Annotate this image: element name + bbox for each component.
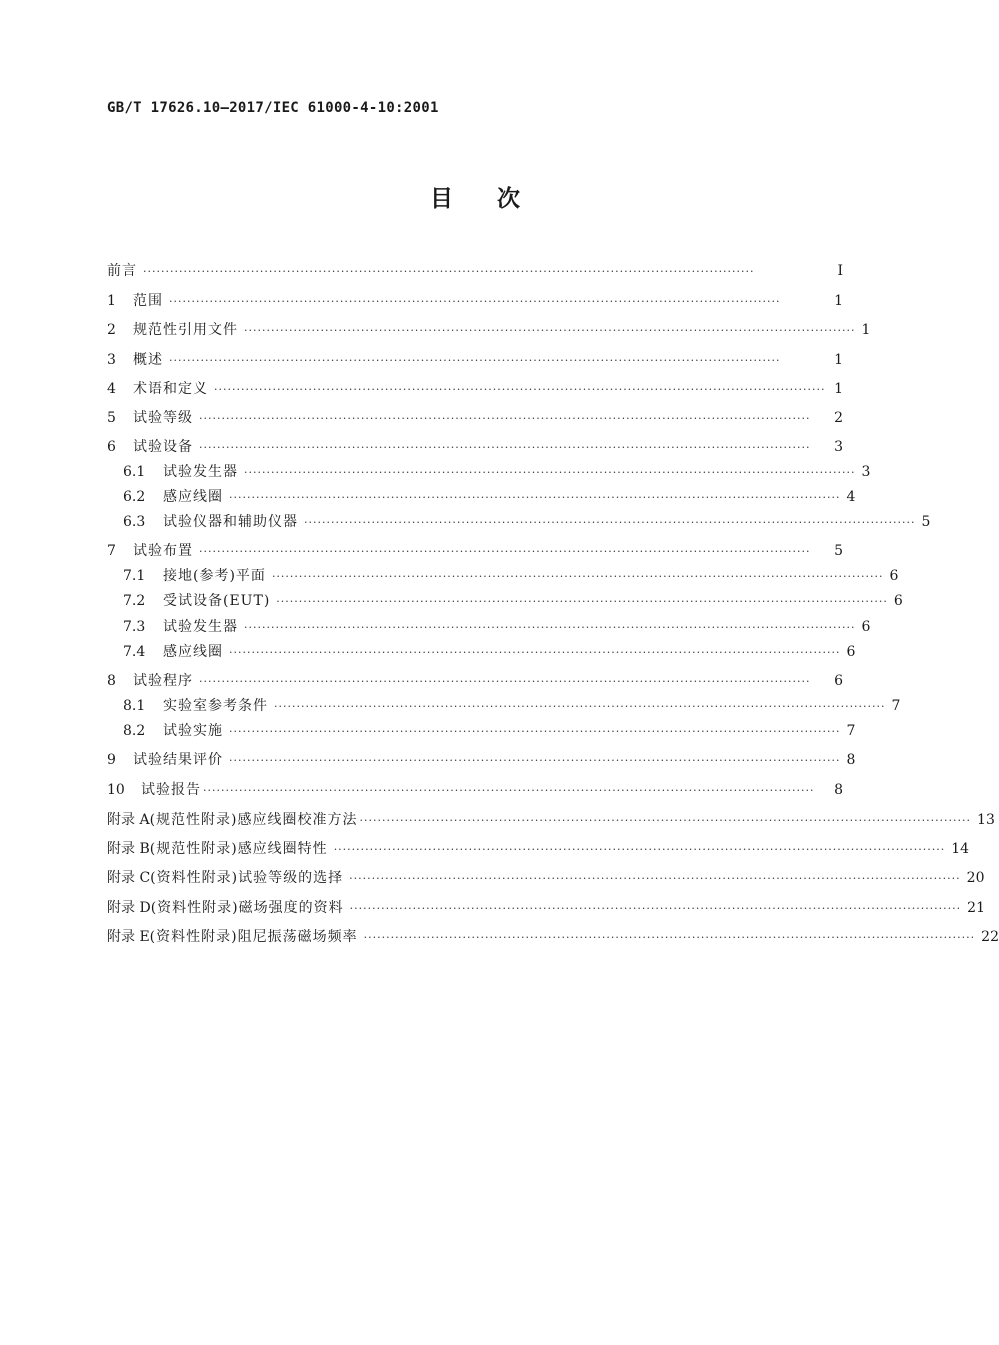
toc-entry-9[interactable]	[107, 750, 856, 770]
toc-entry-page: 6	[893, 593, 903, 609]
toc-leader-dots: ········································································································································	[244, 324, 856, 337]
toc-leader-dots: ········································································································································	[203, 784, 815, 797]
toc-leader-dots: ········································································································································	[169, 354, 781, 367]
toc-leader-dots: ········································································································································	[244, 621, 856, 634]
toc-entry-label: 术语和定义	[133, 381, 208, 397]
toc-entry-8-1[interactable]	[123, 696, 901, 716]
toc-entry-page: 14	[951, 841, 970, 857]
toc-entry-page: 6	[861, 619, 871, 635]
annex-prefix: 附录 B	[107, 841, 150, 857]
toc-entry-page: 22	[981, 929, 999, 945]
toc-entry-page: 1	[834, 381, 843, 397]
toc-leader-dots: ········································································································································	[229, 646, 841, 659]
toc-entry-label: 感应线圈	[163, 644, 223, 660]
annex-prefix: 附录 D	[107, 900, 151, 916]
toc-title: 目次	[430, 186, 564, 212]
toc-entry-page: 20	[966, 870, 985, 886]
toc-entry-label: 感应线圈	[163, 489, 223, 505]
toc-entry-page: 6	[834, 673, 843, 689]
toc-entry-label: 试验设备	[133, 439, 193, 455]
toc-entry-number: 7.3	[123, 619, 146, 635]
toc-leader-dots: ········································································································································	[359, 814, 972, 827]
toc-leader-dots: ········································································································································	[229, 725, 841, 738]
toc-entry-page: 21	[967, 900, 985, 916]
toc-entry-1[interactable]	[107, 291, 843, 311]
toc-leader-dots: ········································································································································	[271, 570, 884, 583]
annex-prefix: 附录 A	[107, 812, 150, 828]
toc-entry-label: 阻尼振荡磁场频率	[237, 929, 358, 945]
toc-entry-label: 范围	[133, 293, 163, 309]
toc-leader-dots: ········································································································································	[349, 902, 962, 915]
toc-entry-page: 4	[846, 489, 856, 505]
annex-type: (资料性附录)	[150, 870, 239, 886]
toc-entry-number: 6.2	[123, 489, 146, 505]
toc-entry-number: 6.3	[123, 514, 146, 530]
toc-entry-number: 1	[107, 293, 116, 309]
toc-entry-label: 感应线圈校准方法	[237, 812, 358, 828]
toc-leader-dots: ········································································································································	[274, 700, 886, 713]
toc-leader-dots: ········································································································································	[214, 383, 826, 396]
toc-entry-6-2[interactable]	[123, 487, 856, 507]
toc-entry-label: 试验发生器	[163, 464, 238, 480]
toc-entry-annex-d[interactable]	[107, 898, 985, 918]
toc-entry-annex-b[interactable]	[107, 839, 970, 859]
toc-entry-5[interactable]	[107, 408, 843, 428]
toc-entry-7-4[interactable]	[123, 642, 856, 662]
toc-entry-label: 磁场强度的资料	[238, 900, 344, 916]
toc-entry-page: 3	[861, 464, 871, 480]
toc-entry-page: 7	[891, 698, 901, 714]
toc-leader-dots: ········································································································································	[276, 595, 888, 608]
toc-entry-label: 试验等级的选择	[238, 870, 344, 886]
toc-leader-dots: ········································································································································	[199, 675, 811, 688]
toc-entry-number: 10	[107, 782, 125, 798]
toc-entry-10[interactable]	[107, 780, 843, 800]
toc-entry-number: 7.4	[123, 644, 146, 660]
toc-entry-label: 试验实施	[163, 723, 223, 739]
toc-entry-7-2[interactable]	[123, 591, 903, 611]
toc-entry-label: 试验等级	[133, 410, 193, 426]
toc-leader-dots: ········································································································································	[304, 516, 916, 529]
toc-entry-page: 8	[834, 782, 843, 798]
toc-entry-7-3[interactable]	[123, 617, 871, 637]
toc-entry-foreword[interactable]	[107, 261, 843, 281]
toc-leader-dots: ········································································································································	[169, 295, 781, 308]
toc-entry-label: 前言	[107, 263, 137, 279]
toc-entry-number: 8.1	[123, 698, 146, 714]
toc-entry-number: 8	[107, 673, 116, 689]
toc-leader-dots: ········································································································································	[199, 412, 811, 425]
toc-entry-number: 4	[107, 381, 116, 397]
toc-entry-number: 5	[107, 410, 116, 426]
toc-entry-label: 接地(参考)平面	[163, 568, 266, 584]
toc-entry-page: 6	[889, 568, 899, 584]
toc-entry-6-1[interactable]	[123, 462, 871, 482]
toc-entry-page: 5	[834, 543, 843, 559]
toc-entry-number: 7.2	[123, 593, 146, 609]
toc-leader-dots: ········································································································································	[363, 931, 976, 944]
toc-entry-2[interactable]	[107, 320, 871, 340]
toc-entry-page: 1	[834, 352, 843, 368]
toc-entry-number: 2	[107, 322, 116, 338]
toc-entry-annex-e[interactable]	[107, 927, 999, 947]
toc-entry-number: 3	[107, 352, 116, 368]
toc-entry-annex-c[interactable]	[107, 868, 985, 888]
toc-entry-label: 试验发生器	[163, 619, 238, 635]
toc-leader-dots: ········································································································································	[143, 265, 755, 278]
toc-entry-annex-a[interactable]	[107, 810, 995, 830]
toc-leader-dots: ········································································································································	[244, 466, 856, 479]
annex-type: (规范性附录)	[149, 812, 238, 828]
toc-leader-dots: ········································································································································	[199, 441, 811, 454]
toc-leader-dots: ········································································································································	[229, 754, 841, 767]
toc-entry-7[interactable]	[107, 541, 843, 561]
toc-entry-number: 8.2	[123, 723, 146, 739]
toc-entry-page: 8	[846, 752, 856, 768]
toc-entry-page: 1	[861, 322, 871, 338]
toc-entry-7-1[interactable]	[123, 566, 899, 586]
toc-entry-label: 实验室参考条件	[163, 698, 268, 714]
toc-entry-number: 9	[107, 752, 116, 768]
toc-entry-page: 5	[921, 514, 931, 530]
toc-entry-label: 试验布置	[133, 543, 193, 559]
standard-number-header: GB/T 17626.10—2017/IEC 61000-4-10:2001	[107, 100, 439, 116]
annex-prefix: 附录 E	[107, 929, 150, 945]
toc-leader-dots: ········································································································································	[349, 872, 961, 885]
toc-leader-dots: ········································································································································	[333, 843, 946, 856]
annex-prefix: 附录 C	[107, 870, 151, 886]
toc-entry-label: 概述	[133, 352, 163, 368]
annex-type: (资料性附录)	[150, 900, 239, 916]
annex-type: (规范性附录)	[149, 841, 238, 857]
toc-entry-page: 7	[846, 723, 856, 739]
toc-entry-label: 试验仪器和辅助仪器	[163, 514, 298, 530]
toc-entry-label: 试验程序	[133, 673, 193, 689]
annex-type: (资料性附录)	[149, 929, 238, 945]
toc-entry-page: 3	[834, 439, 843, 455]
toc-entry-4[interactable]	[107, 379, 843, 399]
toc-entry-number: 6	[107, 439, 116, 455]
toc-entry-label: 试验报告	[141, 782, 201, 798]
toc-entry-6-3[interactable]	[123, 512, 931, 532]
toc-entry-page: 13	[977, 812, 995, 828]
toc-entry-page: Ⅰ	[837, 263, 843, 279]
toc-entry-number: 7	[107, 543, 116, 559]
toc-entry-page: 2	[834, 410, 843, 426]
toc-entry-number: 6.1	[123, 464, 146, 480]
toc-entry-page: 6	[846, 644, 856, 660]
toc-entry-label: 试验结果评价	[133, 752, 223, 768]
toc-entry-label: 感应线圈特性	[237, 841, 328, 857]
toc-entry-label: 规范性引用文件	[133, 322, 238, 338]
toc-entry-8-2[interactable]	[123, 721, 856, 741]
toc-entry-6[interactable]	[107, 437, 843, 457]
toc-entry-page: 1	[834, 293, 843, 309]
toc-leader-dots: ········································································································································	[229, 491, 841, 504]
toc-entry-3[interactable]	[107, 350, 843, 370]
toc-entry-label: 受试设备(EUT)	[163, 593, 271, 609]
toc-entry-number: 7.1	[123, 568, 146, 584]
toc-leader-dots: ········································································································································	[199, 545, 811, 558]
toc-entry-8[interactable]	[107, 671, 843, 691]
